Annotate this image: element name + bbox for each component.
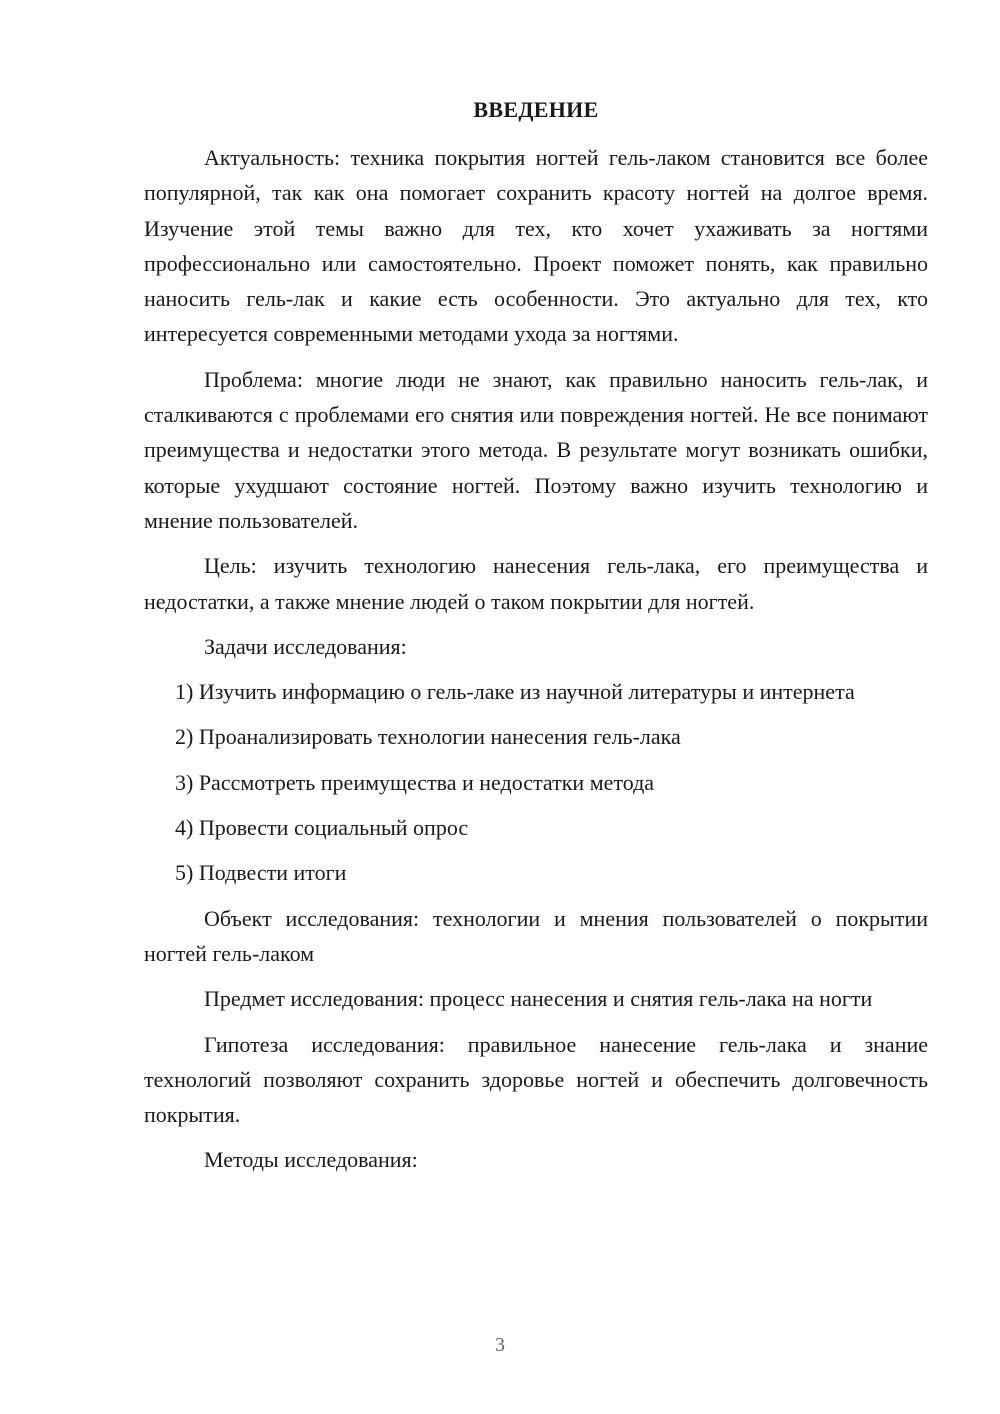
paragraph-goal: Цель: изучить технологию нанесения гель-лака, его преимущества и недостатки, а также мнение людей о таком покрытии для ногтей. xyxy=(144,553,928,614)
paragraph-relevance: Актуальность: техника покрытия ногтей гель-лаком становится все более популярной, так как она помогает сохранить красоту ногтей на долгое время. Изучение этой темы важно для тех, кто хочет ухаживать за ногтями профессионально или самостоятельно. Проект поможет понять, как правильно наносить гель-лак и какие есть особенности. Это актуально для тех, кто интересуется современными методами ухода за ногтями. xyxy=(144,145,928,347)
paragraph-tasks-heading: Задачи исследования: xyxy=(204,633,407,659)
task-item: 5) Подвести итоги xyxy=(175,860,347,886)
paragraph-methods: Методы исследования: xyxy=(204,1147,418,1173)
task-item: 1) Изучить информацию о гель-лаке из научной литературы и интернета xyxy=(175,679,855,705)
task-item: 4) Провести социальный опрос xyxy=(175,815,469,841)
paragraph-problem: Проблема: многие люди не знают, как правильно наносить гель-лак, и сталкиваются с проблемами его снятия или повреждения ногтей. Не все понимают преимущества и недостатки этого метода. В результате могут возникать ошибки, которые ухудшают состояние ногтей. Поэтому важно изучить технологию и мнение пользователей. xyxy=(144,366,928,533)
page-number: 3 xyxy=(495,1334,505,1356)
task-item: 3) Рассмотреть преимущества и недостатки метода xyxy=(175,769,655,795)
task-item: 2) Проанализировать технологии нанесения гель-лака xyxy=(175,724,681,750)
page-content xyxy=(144,96,928,1188)
paragraph-hypothesis: Гипотеза исследования: правильное нанесение гель-лака и знание технологий позволяют сохранить здоровье ногтей и обеспечить долговечность покрытия. xyxy=(144,1031,928,1128)
paragraph-object: Объект исследования: технологии и мнения пользователей о покрытии ногтей гель-лаком xyxy=(144,905,928,966)
paragraph-subject: Предмет исследования: процесс нанесения и снятия гель-лака на ногти xyxy=(204,986,873,1012)
section-title: ВВЕДЕНИЕ xyxy=(473,97,599,122)
